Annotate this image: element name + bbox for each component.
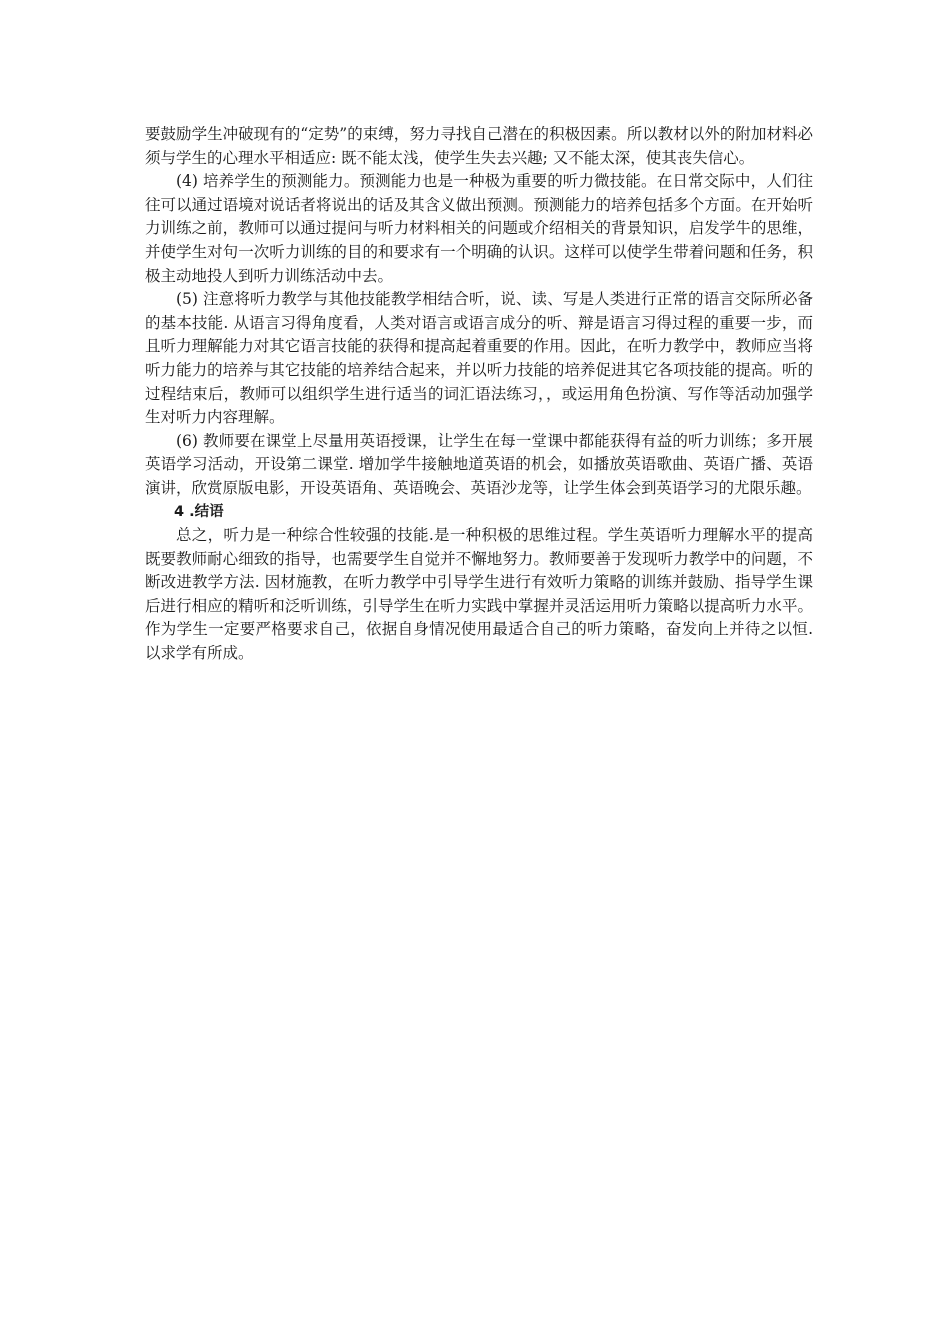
paragraph-item-4: (4) 培养学生的预测能力。预测能力也是一种极为重要的听力微技能。在日常交际中，人们往往可以通过语境对说话者将说出的话及其含义做出预测。预测能力的培养包括多个方面。在开始听力训练之前，教师可以通过提问与听力材料相关的问题或介绍相关的背景知识，启发学牛的思维，并使学生对句一次听力训练的目的和要求有一个明确的认识。这样可以使学生带着问题和任务，积极主动地投人到听力训练活动中去。 (145, 172, 813, 285)
paragraph-item-6: (6) 教师要在课堂上尽量用英语授课，让学生在每一堂课中都能获得有益的听力训练；多开展英语学习活动，开设第二课堂. 增加学牛接触地道英语的机会，如播放英语歌曲、英语广播、英语演讲，欣赏原版电影，开设英语角、英语晚会、英语沙龙等，让学生体会到英语学习的尤限乐趣。 (145, 431, 813, 497)
section-heading-conclusion: 4 .结语 (174, 503, 224, 520)
document-body (145, 123, 813, 666)
paragraph-conclusion: 总之，听力是一种综合性较强的技能.是一种积极的思维过程。学生英语听力理解水平的提高既要教师耐心细致的指导，也需要学生自觉并不懈地努力。教师要善于发现听力教学中的问题，不断改进教学方法. 因材施教，在听力教学中引导学生进行有效听力策略的训练并鼓励、指导学生课后进行相应的精听和泛听训练，引导学生在听力实践中掌握并灵活运用听力策略以提高听力水平。作为学生一定要严格要求自己，依据自身情况使用最适合自己的听力策略，奋发向上并待之以恒. 以求学有所成。 (145, 526, 813, 663)
paragraph-item-5: (5) 注意将听力教学与其他技能教学相结合听，说、读、写是人类进行正常的语言交际所必备的基本技能. 从语言习得角度看，人类对语言或语言成分的听、辩是语言习得过程的重要一步，而且听力理解能力对其它语言技能的获得和提高起着重要的作用。因此，在听力教学中，教师应当将听力能力的培养与其它技能的培养结合起来，并以听力技能的培养促进其它各项技能的提高。听的过程结束后，教师可以组织学生进行适当的词汇语法练习，，或运用角色扮演、写作等活动加强学生对听力内容理解。 (145, 290, 813, 427)
paragraph-continuation: 要鼓励学生冲破现有的“定势”的束缚，努力寻找自己潜在的积极因素。所以教材以外的附加材料必须与学生的心理水平相适应: 既不能太浅，使学生失去兴趣; 又不能太深，使其丧失信心。 (145, 125, 813, 167)
